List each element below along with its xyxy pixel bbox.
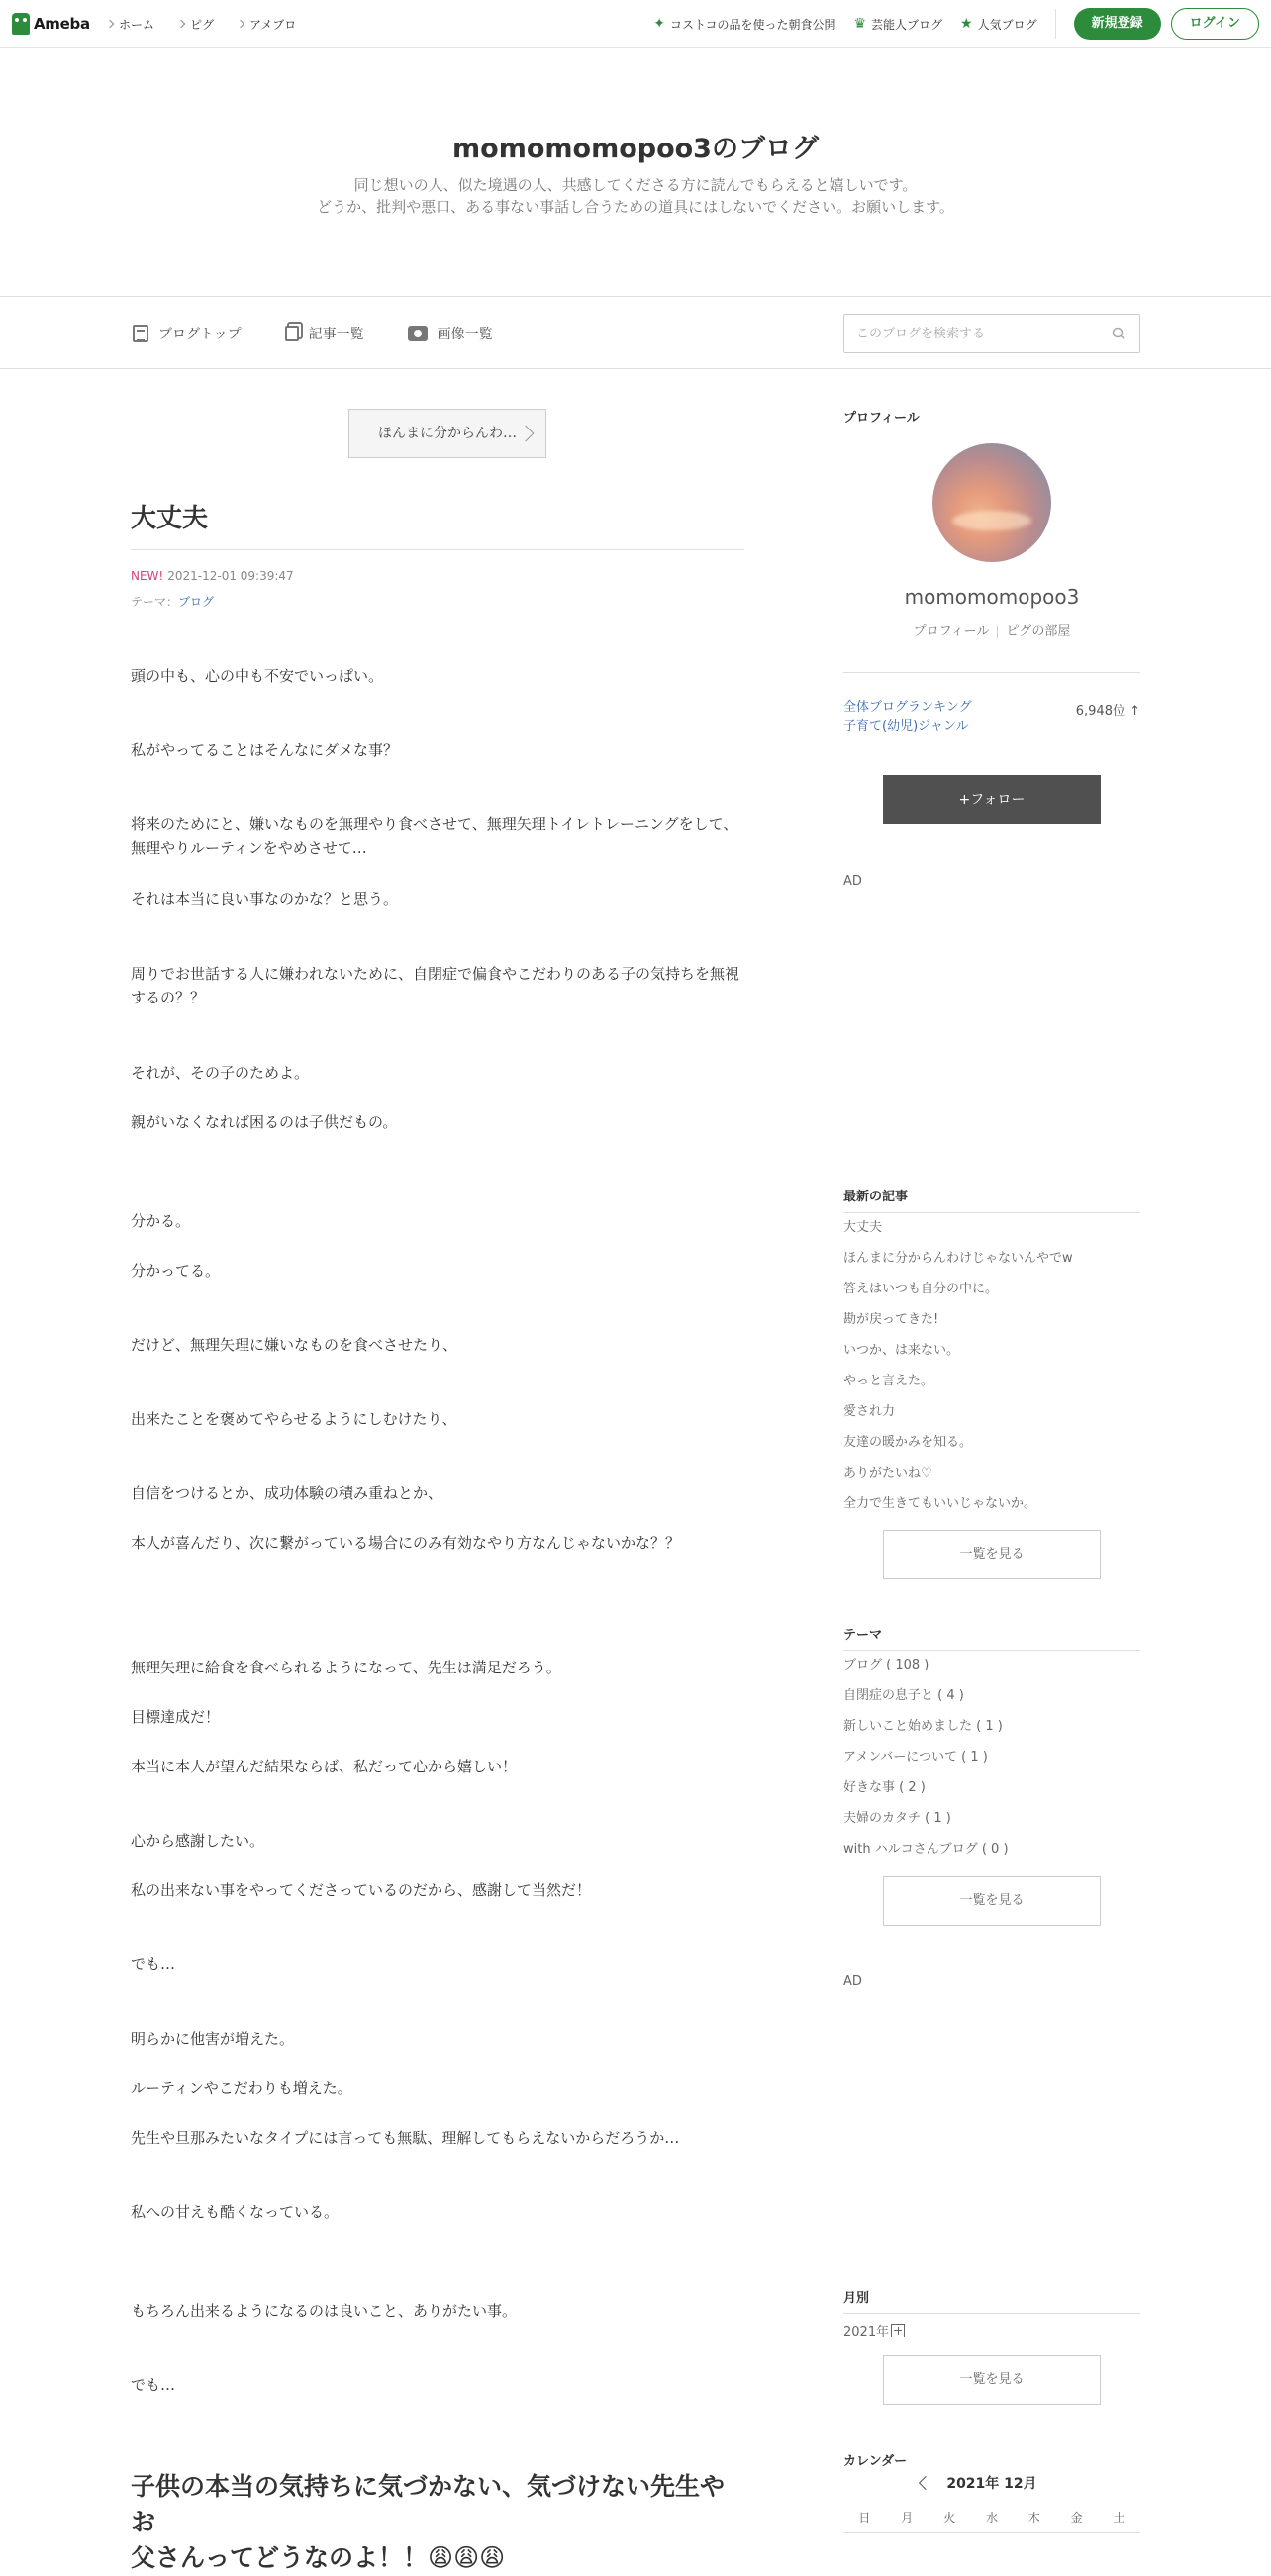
follow-button[interactable]: +フォロー	[883, 775, 1101, 824]
nav-image-list[interactable]: 画像一覧	[408, 324, 493, 343]
list-item[interactable]: ありがたいね♡	[843, 1466, 932, 1480]
monthly-heading: 月別	[843, 2291, 870, 2306]
crown-icon: ♛	[853, 16, 867, 32]
link-popular-blog[interactable]: ★ 人気ブログ	[960, 16, 1037, 32]
list-item[interactable]: やっと言えた。	[843, 1374, 934, 1388]
paragraph: でも…	[131, 1956, 176, 1973]
ameba-logo[interactable]	[12, 12, 90, 36]
global-nav	[107, 0, 296, 48]
calendar-heading: カレンダー	[843, 2454, 908, 2469]
list-item[interactable]: ブログ ( 108 )	[843, 1658, 929, 1672]
global-nav-home[interactable]: ホーム	[107, 16, 154, 33]
recent-heading: 最新の記事	[843, 1190, 909, 1204]
paragraph: 私がやってることはそんなにダメな事？	[131, 741, 399, 759]
ad-label: AD	[843, 874, 862, 889]
paragraph: 先生や旦那みたいなタイプには言っても無駄、理解してもらえないからだろうか…	[131, 2129, 680, 2147]
link-celebrity-blog[interactable]: ♛ 芸能人ブログ	[853, 16, 943, 32]
list-item[interactable]: 友達の暖かみを知る。	[843, 1435, 973, 1450]
chevron-right-icon	[177, 20, 185, 28]
paragraph: 本当に本人が望んだ結果ならば、私だって心から嬉しい！	[131, 1758, 518, 1775]
article-theme: テーマ：ブログ	[131, 595, 215, 609]
divider	[843, 1650, 1140, 1651]
document-icon	[133, 325, 148, 342]
list-item[interactable]: いつか、は来ない。	[843, 1343, 960, 1358]
paragraph: もちろん出来るようになるのは良いこと、ありがたい事。	[131, 2302, 518, 2320]
new-badge: NEW!	[131, 569, 164, 583]
sparkle-icon: ✦	[653, 16, 665, 32]
monthly-more-button[interactable]: 一覧を見る	[883, 2355, 1101, 2405]
theme-link[interactable]: ブログ	[178, 595, 215, 609]
list-item[interactable]: アメンバーについて ( 1 )	[843, 1750, 988, 1765]
list-item[interactable]: ほんまに分からんわけじゃないんやでw	[843, 1251, 1073, 1266]
blog-description: 同じ想いの人、似た境遇の人、共感してくださる方に読んでもらえると嬉しいです。 どうか、批判や悪口、ある事ない事話し合うための道具にはしないでください。お願いします。	[317, 176, 954, 216]
paragraph: 本人が喜んだり、次に繋がっている場合にのみ有効なやり方なんじゃないかな？？	[131, 1534, 681, 1552]
list-item[interactable]: 大丈夫	[843, 1220, 883, 1235]
blog-header	[0, 48, 1271, 297]
chevron-right-icon	[106, 20, 114, 28]
profile-name[interactable]: momomomopoo3	[904, 585, 1080, 609]
ranking-value: 6,948位 ↑	[1075, 704, 1140, 718]
pig-room-link[interactable]: ピグの部屋	[1006, 624, 1071, 639]
login-button[interactable]: ログイン	[1171, 8, 1259, 40]
divider	[131, 549, 744, 550]
link-costco-breakfast[interactable]: ✦ コストコの品を使った朝食公開	[653, 16, 836, 32]
article-meta	[131, 569, 294, 583]
ad-label: AD	[843, 1974, 862, 1989]
calendar-weekdays: 日 月 火 水 木 金 土	[858, 2511, 1125, 2525]
paragraph: 自信をつけるとか、成功体験の積み重ねとか、	[131, 1484, 443, 1502]
paragraph: 無理矢理に給食を食べられるようになって、先生は満足だろう。	[131, 1659, 561, 1676]
search-icon[interactable]	[1112, 327, 1125, 340]
global-header	[0, 0, 1271, 48]
paragraph: でも…	[131, 2376, 176, 2394]
plus-box-icon	[891, 2324, 905, 2337]
article-datetime: 2021-12-01 09:39:47	[167, 569, 294, 583]
divider	[843, 2532, 1140, 2533]
divider	[843, 672, 1140, 673]
logo-text: Ameba	[34, 15, 90, 33]
divider	[1055, 9, 1056, 39]
paragraph: 私への甘えも酷くなっている。	[131, 2203, 340, 2221]
paragraph: 明らかに他害が増えた。	[131, 2030, 295, 2048]
nav-article-list[interactable]: 記事一覧	[285, 324, 364, 343]
avatar[interactable]	[932, 443, 1051, 562]
paragraph: 将来のためにと、嫌いなものを無理やり食べさせて、無理矢理トイレトレーニングをして、無理やりルーティンをやめさせて…	[131, 815, 738, 857]
paragraph: だけど、無理矢理に嫌いなものを食べさせたり、	[131, 1336, 458, 1354]
list-item[interactable]: with ハルコさんブログ ( 0 )	[843, 1842, 1009, 1857]
paragraph: 分かる。	[131, 1212, 191, 1230]
blog-search	[843, 314, 1140, 353]
year-toggle[interactable]: 2021年	[843, 2321, 905, 2339]
divider	[997, 626, 998, 638]
theme-list	[843, 1655, 1140, 1869]
paragraph: 頭の中も、心の中も不安でいっぱい。	[131, 667, 384, 685]
theme-more-button[interactable]: 一覧を見る	[883, 1876, 1101, 1926]
list-item[interactable]: 新しいこと始めました ( 1 )	[843, 1719, 1003, 1734]
profile-links	[843, 620, 1140, 639]
list-item[interactable]: 答えはいつも自分の中に。	[843, 1282, 999, 1296]
divider	[843, 1212, 1140, 1213]
paragraph: 心から感謝したい。	[131, 1832, 265, 1850]
list-item[interactable]: 自閉症の息子と ( 4 )	[843, 1688, 964, 1703]
list-item[interactable]: 愛され力	[843, 1404, 896, 1419]
paragraph: 私の出来ない事をやってくださっているのだから、感謝して当然だ！	[131, 1881, 592, 1899]
paragraph: 目標達成だ！	[131, 1708, 221, 1726]
paragraph: 親がいなくなれば困るのは子供だもの。	[131, 1113, 398, 1131]
article-heading: 子供の本当の気持ちに気づかない、気づけない先生やお 父さんってどうなのよ！！😩😩😩	[131, 2472, 726, 2572]
list-item[interactable]: 夫婦のカタチ ( 1 )	[843, 1811, 951, 1826]
camera-icon	[408, 326, 428, 341]
article-title: 大丈夫	[131, 504, 209, 533]
search-input[interactable]	[844, 315, 1092, 352]
recent-list	[843, 1217, 1140, 1524]
paragraph: それが、その子のためよ。	[131, 1064, 310, 1082]
global-nav-ameblo[interactable]: アメブロ	[238, 16, 296, 33]
recent-more-button[interactable]: 一覧を見る	[883, 1530, 1101, 1579]
chevron-right-icon	[237, 20, 244, 28]
chevron-right-icon	[518, 426, 535, 442]
global-nav-pigg[interactable]: ピグ	[178, 16, 214, 33]
profile-heading: プロフィール	[843, 411, 920, 426]
paragraph: 出来たことを褒めてやらせるようにしむけたり、	[131, 1410, 457, 1428]
prev-article-button[interactable]: ほんまに分からんわ…	[348, 409, 546, 458]
global-right	[653, 0, 1259, 48]
ameba-mascot-icon	[12, 13, 30, 35]
profile-link[interactable]: プロフィール	[913, 624, 990, 639]
paragraph: ルーティンやこだわりも増えた。	[131, 2079, 352, 2097]
calendar-month: 2021年 12月	[946, 2476, 1037, 2492]
paragraph: 周りでお世話する人に嫌われないために、自閉症で偏食やこだわりのある子の気持ちを無視するの？？	[131, 965, 740, 1006]
star-icon: ★	[960, 16, 973, 32]
theme-heading: テーマ	[843, 1628, 883, 1643]
list-item[interactable]: 勘が戻ってきた!	[843, 1312, 939, 1327]
list-item[interactable]: 好きな事 ( 2 )	[843, 1780, 926, 1795]
blog-title[interactable]: momomomopoo3のブログ	[452, 134, 819, 164]
register-button[interactable]: 新規登録	[1074, 8, 1161, 40]
nav-blog-top[interactable]: ブログトップ	[133, 324, 242, 343]
list-item[interactable]: 全力で生きてもいいじゃないか。	[843, 1496, 1037, 1511]
copy-icon	[285, 326, 299, 341]
ranking-links[interactable]: 全体ブログランキング 子育て(幼児)ジャンル	[843, 700, 972, 734]
blog-nav	[0, 297, 1271, 369]
paragraph: 分かってる。	[131, 1262, 221, 1280]
paragraph: それは本当に良い事なのかな？と思う。	[131, 890, 399, 907]
divider	[843, 2313, 1140, 2314]
